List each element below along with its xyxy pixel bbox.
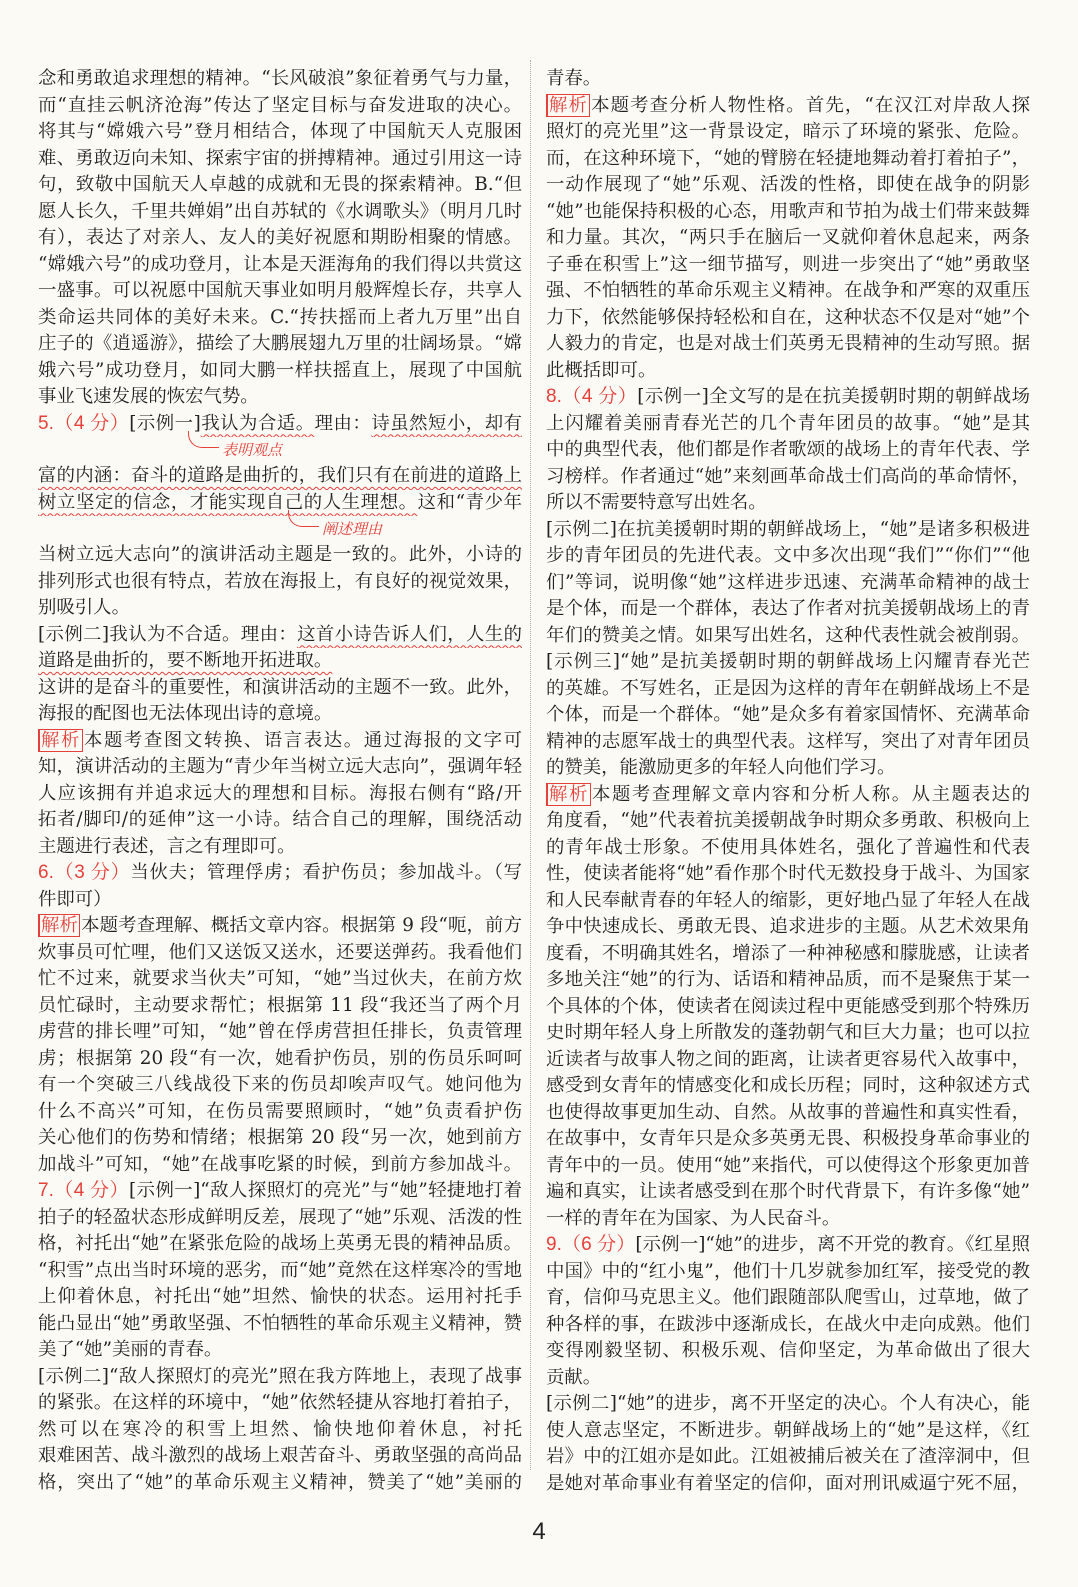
underlined-text: 富的内涵：奋斗的道路是曲折的，我们只有在前进的道路上 — [38, 465, 522, 486]
text-line — [38, 119, 522, 146]
text-line — [38, 675, 522, 702]
line-text: 有一个突破三八线战役下来的伤员却唉声叹气。她问他为 — [38, 1074, 522, 1095]
text-line — [38, 728, 522, 755]
line-text: 和力量。其次，“两只手在脑后一叉就仰着休息起来，两条 — [546, 227, 1030, 248]
line-text: 多地关注“她”的行为、话语和精神品质，而不是聚焦于某一 — [546, 969, 1030, 990]
text-line — [546, 490, 1030, 517]
line-text: 此概括即可。 — [546, 359, 657, 381]
line-text: 遍和真实，让读者感受到在那个时代背景下，有许多像“她” — [546, 1181, 1030, 1202]
line-text: [示例二]我认为不合适。理由： — [38, 623, 298, 645]
line-text: 本题考查理解文章内容和分析人称。从主题表达的 — [591, 783, 1030, 805]
line-text: 近读者与故事人物之间的距离，让读者更容易代入故事中， — [546, 1048, 1030, 1070]
text-line — [546, 119, 1030, 146]
line-text: 本题考查理解、概括文章内容。根据第 9 段“呃，前方 — [81, 915, 522, 936]
annotation-text: 表明观点 — [222, 441, 283, 459]
line-text: 性，使读者能将“她”看作那个时代无数投身于战斗、为国家 — [546, 863, 1030, 884]
line-text: 习榜样。作者通过“她”来刻画革命战士们高尚的革命情怀， — [546, 465, 1030, 487]
line-text: 当伙夫；管理俘虏；看护伤员；参加战斗。（写 — [130, 862, 522, 883]
line-text: 娥六号”成功登月，如同大鹏一样扶摇直上，展现了中国航 — [38, 359, 522, 381]
line-text: 的青年战士形象。不使用具体姓名，强化了普遍性和代表 — [546, 836, 1030, 858]
text-line — [38, 358, 522, 385]
text-line — [546, 1047, 1030, 1074]
text-line — [546, 146, 1030, 173]
text-line — [38, 490, 522, 517]
question-number: 6.（3 分） — [38, 862, 131, 883]
text-line — [546, 252, 1030, 279]
text-line — [546, 808, 1030, 835]
text-line — [546, 172, 1030, 199]
line-text: 事业飞速发展的恢宏气势。 — [38, 386, 259, 407]
line-text: 子垂在积雪上”这一细节描写，则进一步突出了“她”勇敢坚 — [546, 253, 1030, 275]
line-text: 争中快速成长、勇敢无畏、追求进步的主题。从艺术效果角 — [546, 916, 1030, 937]
text-line — [546, 782, 1030, 809]
line-text: 虏；根据第 20 段“有一次，她看护伤员，别的伤员乐呵呵 — [38, 1047, 522, 1069]
text-line — [38, 278, 522, 305]
question-number: 5.（4 分） — [38, 412, 130, 434]
text-line — [546, 570, 1030, 597]
line-text: 的紧张。在这样的环境中，“她”依然轻捷从容地打着拍子， — [38, 1392, 522, 1413]
text-line — [38, 1046, 522, 1073]
line-text: 一盛事。可以祝愿中国航天事业如明月般辉煌长存，共享人 — [38, 280, 522, 301]
text-line — [38, 93, 522, 120]
text-line — [546, 676, 1030, 703]
text-line — [38, 66, 522, 93]
line-text: 类命运共同体的美好未来。C.“抟扶摇而上者九万里”出自 — [38, 306, 522, 328]
text-line — [38, 807, 522, 834]
line-text: 拓者/脚印/的延伸”这一小诗。结合自己的理解，围绕活动 — [38, 809, 522, 830]
text-line — [546, 1232, 1030, 1259]
text-line — [546, 1418, 1030, 1445]
line-text: 而，在这种环境下，“她的臂膀在轻捷地舞动着打着拍子”， — [546, 147, 1030, 169]
text-line — [38, 1205, 522, 1232]
text-line — [38, 887, 522, 914]
arrow-icon — [188, 431, 219, 448]
line-text: 美了“她”美丽的青春。 — [38, 1339, 223, 1360]
annotation — [38, 516, 522, 542]
text-line — [38, 1072, 522, 1099]
text-line — [546, 1365, 1030, 1392]
text-line — [38, 913, 522, 940]
text-line — [546, 649, 1030, 676]
text-line — [546, 1100, 1030, 1127]
text-line — [38, 1337, 522, 1364]
line-text: “嫦娥六号”的成功登月，让本是天涯海角的我们得以共赏这 — [38, 253, 522, 275]
underlined-text: 我认为合适。 — [200, 412, 315, 434]
line-text: 种各样的事，在跋涉中逐渐成长，在战火中走向成熟。他们 — [546, 1313, 1030, 1335]
text-line — [546, 1444, 1030, 1471]
text-line — [38, 940, 522, 967]
line-text: 史时期年轻人身上所散发的蓬勃朝气和巨大力量；也可以拉 — [546, 1022, 1030, 1043]
text-line — [546, 1179, 1030, 1206]
line-text: 年们的赞美之情。如果写出姓名，这种代表性就会被削弱。 — [546, 624, 1030, 646]
text-line — [38, 1178, 522, 1205]
line-text: 员忙碌时，主动要求帮忙；根据第 11 段“我还当了两个月 — [38, 994, 522, 1016]
column-divider — [530, 60, 531, 1470]
left-column — [38, 66, 522, 1496]
text-line — [38, 1443, 522, 1470]
underlined-text: 树立坚定的信念，才能实现自己的人生理想。 — [38, 491, 418, 513]
line-text: 主题进行表述，言之有理即可。 — [38, 835, 296, 857]
text-line — [38, 834, 522, 861]
text-line — [38, 331, 522, 358]
line-text: 上闪耀着美丽青春光芒的几个青年团员的故事。“她”是其 — [546, 412, 1030, 434]
text-line — [38, 1364, 522, 1391]
text-line — [546, 1471, 1030, 1498]
text-line — [38, 1099, 522, 1126]
line-text: 中国》中的“红小鬼”，他们十几岁就参加红军，接受党的教 — [546, 1260, 1030, 1282]
text-line — [546, 596, 1030, 623]
line-text: 格，衬托出“她”在紧张危险的战场上英勇无畏的精神品质。 — [38, 1233, 522, 1254]
line-text: 使人意志坚定，不断进步。朝鲜战场上的“她”是这样，《红 — [546, 1419, 1030, 1441]
text-line — [546, 1126, 1030, 1153]
text-line — [546, 358, 1030, 385]
line-text: [示例二]“她”的进步，离不开坚定的决心。个人有决心，能 — [546, 1393, 1030, 1414]
line-text: [示例二]“敌人探照灯的亮光”照在我方阵地上，表现了战事 — [38, 1365, 522, 1387]
line-text: 感受到女青年的情感变化和成长历程；同时，这种叙述方式 — [546, 1075, 1030, 1096]
text-line — [546, 835, 1030, 862]
text-line — [38, 966, 522, 993]
text-line — [546, 437, 1030, 464]
line-text: [示例一]全文写的是在抗美援朝时期的朝鲜战场 — [637, 386, 1030, 407]
text-line — [546, 464, 1030, 491]
line-text: 精神的志愿军战士的典型代表。这样写，突出了对青年团员 — [546, 730, 1030, 752]
line-text: 一样的青年在为国家、为人民奋斗。 — [546, 1207, 841, 1229]
text-line — [546, 66, 1030, 93]
line-text: 艰难困苦、战斗激烈的战场上艰苦奋斗、勇敢坚强的高尚品 — [38, 1445, 522, 1466]
text-line — [38, 648, 522, 675]
text-line — [38, 411, 522, 438]
line-text: 关心他们的伤势和情绪；根据第 20 段“另一次，她到前方 — [38, 1127, 522, 1148]
text-line — [546, 411, 1030, 438]
analysis-tag: 解析 — [546, 94, 590, 117]
text-line — [38, 1470, 522, 1497]
annotation — [38, 437, 522, 463]
text-line — [38, 1417, 522, 1444]
line-text: 虏营的排长哩”可知，“她”曾在俘虏营担任排长，负责管理 — [38, 1021, 522, 1042]
text-line — [38, 305, 522, 332]
line-text: 青年中的一员。使用“她”来指代，可以使得这个形象更加普 — [546, 1154, 1030, 1176]
text-line — [38, 199, 522, 226]
annotation-text: 阐述理由 — [322, 520, 383, 538]
text-line — [38, 1311, 522, 1338]
text-line — [38, 463, 522, 490]
text-line — [38, 1231, 522, 1258]
text-line — [38, 1019, 522, 1046]
line-text: 和人民奉献青春的年轻人的缩影，更好地凸显了年轻人在战 — [546, 889, 1030, 911]
text-line — [546, 305, 1030, 332]
line-text: 知，演讲活动的主题为“青少年当树立远大志向”，强调年轻 — [38, 756, 522, 777]
line-text: 有），表达了对亲人、友人的美好祝愿和期盼相聚的情感。 — [38, 227, 522, 248]
line-text: 难、勇敢迈向未知、探索宇宙的拼搏精神。通过引用这一诗 — [38, 147, 522, 169]
line-text: 然可以在寒冷的积雪上坦然、愉快地仰着休息，衬托 — [38, 1418, 522, 1440]
line-text: 当树立远大志向”的演讲活动主题是一致的。此外，小诗的 — [38, 544, 522, 565]
page-number: 4 — [532, 1518, 546, 1545]
line-text: 们”等词，说明像“她”这样进步迅速、充满革命精神的战士 — [546, 571, 1030, 593]
line-text: “积雪”点出当时环境的恶劣，而“她”竟然在这样寒冷的雪地 — [38, 1259, 522, 1281]
text-line — [546, 941, 1030, 968]
line-text: 一动作展现了“她”乐观、活泼的性格，即使在战争的阴影 — [546, 174, 1030, 195]
text-line — [546, 1259, 1030, 1286]
question-number: 8.（4 分） — [546, 386, 638, 407]
text-line — [38, 569, 522, 596]
line-text: 而“直挂云帆济沧海”传达了坚定目标与奋发进取的决心。 — [38, 94, 522, 116]
line-text: 也使得故事更加生动、自然。从故事的普遍性和真实性看， — [546, 1101, 1030, 1123]
line-text: 个体，而是一个群体。“她”是众多有着家国情怀、充满革命 — [546, 704, 1030, 725]
line-text: 贡献。 — [546, 1366, 602, 1388]
text-line — [38, 1390, 522, 1417]
text-line — [38, 146, 522, 173]
line-text: 忙不过来，就要求当伙夫”可知，“她”当过伙夫，在前方炊 — [38, 968, 522, 989]
line-text: 度看，不明确其姓名，增添了一种神秘感和朦胧感，让读者 — [546, 942, 1030, 964]
text-line — [38, 781, 522, 808]
line-text: [示例一]“敌人探照灯的亮光”与“她”轻捷地打着 — [128, 1180, 522, 1201]
line-text: 的赞美，能激励更多的年轻人向他们学习。 — [546, 757, 896, 778]
question-number: 7.（4 分） — [38, 1180, 129, 1201]
line-text: 能凸显出“她”勇敢坚强、不怕牺牲的革命乐观主义精神，赞 — [38, 1312, 522, 1334]
right-column — [546, 66, 1030, 1497]
line-text: 别吸引人。 — [38, 597, 130, 618]
line-text: 这和“青少年 — [417, 491, 522, 513]
text-line — [546, 517, 1030, 544]
text-line — [38, 384, 522, 411]
line-text: 海报的配图也无法体现出诗的意境。 — [38, 703, 333, 724]
text-line — [546, 278, 1030, 305]
text-line — [546, 1020, 1030, 1047]
line-text: 炊事员可忙哩，他们又送饭又送水，还要送弹药。我看他们 — [38, 941, 522, 963]
text-line — [38, 1125, 522, 1152]
text-line — [38, 754, 522, 781]
text-line — [546, 1153, 1030, 1180]
underlined-text: 这首小诗告诉人们，人生的 — [297, 623, 522, 645]
line-text: [示例一]“她”的进步，离不开党的教育。《红星照 — [635, 1234, 1030, 1255]
line-text: 理由： — [314, 412, 372, 434]
text-line — [546, 1338, 1030, 1365]
text-line — [38, 225, 522, 252]
text-line — [546, 755, 1030, 782]
line-text: 力下，依然能够保持轻松和自在，这种状态不仅是对“她”个 — [546, 306, 1030, 328]
arrow-icon — [288, 510, 319, 527]
text-line — [546, 543, 1030, 570]
line-text: 在故事中，女青年只是众多英勇无畏、积极投身革命事业的 — [546, 1128, 1030, 1149]
text-line — [546, 623, 1030, 650]
text-line — [546, 967, 1030, 994]
text-line — [38, 1152, 522, 1179]
line-text: 个具体的个体，使读者在阅读过程中更能感受到那个特殊历 — [546, 995, 1030, 1017]
text-line — [38, 622, 522, 649]
line-text: 所以不需要特意写出姓名。 — [546, 492, 767, 513]
line-text: 将其与“嫦娥六号”登月相结合，体现了中国航天人克服困 — [38, 121, 522, 142]
text-line — [38, 1284, 522, 1311]
text-line — [546, 384, 1030, 411]
text-line — [38, 542, 522, 569]
line-text: [示例一] — [129, 412, 201, 434]
text-line — [546, 1312, 1030, 1339]
text-line — [546, 888, 1030, 915]
text-line — [38, 172, 522, 199]
text-line — [546, 1206, 1030, 1233]
text-line — [546, 93, 1030, 120]
line-text: 变得刚毅坚韧、积极乐观、信仰坚定，为革命做出了很大 — [546, 1340, 1030, 1361]
line-text: [示例二]在抗美援朝时期的朝鲜战场上，“她”是诸多积极进 — [546, 518, 1030, 540]
text-line — [546, 1285, 1030, 1312]
underlined-text: 诗虽然短小，却有 — [371, 412, 522, 434]
text-line — [546, 729, 1030, 756]
text-line — [38, 993, 522, 1020]
line-text: 中的典型代表，他们都是作者歌颂的战场上的青年代表、学 — [546, 439, 1030, 460]
question-number: 9.（6 分） — [546, 1234, 636, 1255]
line-text: “她”也能保持积极的心态，用歌声和节拍为战士们带来鼓舞 — [546, 200, 1030, 222]
underlined-text: 道路是曲折的，要不断地开拓进取。 — [38, 650, 333, 671]
line-text: 人应该拥有并追求远大的理想和目标。海报右侧有“路/开 — [38, 782, 522, 804]
analysis-tag: 解析 — [38, 729, 83, 752]
line-text: 人毅力的肯定，也是对战士们英勇无畏精神的生动写照。据 — [546, 333, 1030, 354]
line-text: 青春。 — [546, 68, 602, 89]
line-text: 照灯的亮光里”这一背景设定，暗示了环境的紧张、危险。 — [546, 121, 1030, 142]
line-text: 愿人长久，千里共婵娟”出自苏轼的《水调歌头》（明月几时 — [38, 200, 522, 222]
text-line — [546, 199, 1030, 226]
text-line — [38, 595, 522, 622]
text-line — [546, 861, 1030, 888]
analysis-tag: 解析 — [546, 783, 591, 806]
text-line — [546, 1391, 1030, 1418]
text-line — [546, 702, 1030, 729]
line-text: 件即可） — [38, 888, 112, 910]
line-text: 的英雄。不写姓名，正是因为这样的青年在朝鲜战场上不是 — [546, 677, 1030, 699]
line-text: [示例三]“她”是抗美援朝时期的朝鲜战场上闪耀青春光芒 — [546, 651, 1030, 672]
line-text: 本题考查图文转换、语言表达。通过海报的文字可 — [83, 729, 522, 751]
line-text: 加战斗”可知，“她”在战事吃紧的时候，到前方参加战斗。 — [38, 1153, 522, 1175]
line-text: 是她对革命事业有着坚定的信仰，面对刑讯威逼宁死不屈， — [546, 1472, 1030, 1494]
line-text: 排列形式也很有特点，若放在海报上，有良好的视觉效果， — [38, 570, 522, 592]
line-text: 步的青年团员的先进代表。文中多次出现“我们”“你们”“他 — [546, 545, 1030, 566]
text-line — [38, 1258, 522, 1285]
text-line — [546, 914, 1030, 941]
text-line — [546, 225, 1030, 252]
line-text: 角度看，“她”代表着抗美援朝战争时期众多勇敢、积极向上 — [546, 810, 1030, 831]
line-text: 拍子的轻盈状态形成鲜明反差，展现了“她”乐观、活泼的性 — [38, 1206, 522, 1228]
text-line — [38, 860, 522, 887]
line-text: 是个体，而是一个群体，表达了作者对抗美援朝战场上的青 — [546, 598, 1030, 619]
line-text: 强、不怕牺牲的革命乐观主义精神。在战争和严寒的双重压 — [546, 280, 1030, 301]
line-text: 这讲的是奋斗的重要性，和演讲活动的主题不一致。此外， — [38, 676, 522, 698]
line-text: 岩》中的江姐亦是如此。江姐被捕后被关在了渣滓洞中，但 — [546, 1446, 1030, 1467]
line-text: 格，突出了“她”的革命乐观主义精神，赞美了“她”美丽的 — [38, 1471, 522, 1493]
line-text: 念和勇敢追求理想的精神。“长风破浪”象征着勇气与力量， — [38, 68, 522, 89]
line-text: 句，致敬中国航天人卓越的成就和无畏的探索精神。B.“但 — [38, 174, 522, 195]
line-text: 什么不高兴”可知，在伤员需要照顾时，“她”负责看护伤 — [38, 1100, 522, 1122]
line-text: 上仰着休息，衬托出“她”坦然、愉快的状态。运用衬托手 — [38, 1286, 522, 1307]
line-text: 庄子的《逍遥游》，描绘了大鹏展翅九万里的壮阔场景。“嫦 — [38, 333, 522, 354]
text-line — [546, 331, 1030, 358]
text-line — [38, 701, 522, 728]
text-line — [38, 252, 522, 279]
text-line — [546, 994, 1030, 1021]
text-line — [546, 1073, 1030, 1100]
line-text: 本题考查分析人物性格。首先，“在汉江对岸敌人探 — [591, 94, 1030, 116]
line-text: 育，信仰马克思主义。他们跟随部队爬雪山，过草地，做了 — [546, 1287, 1030, 1308]
analysis-tag: 解析 — [38, 914, 80, 937]
